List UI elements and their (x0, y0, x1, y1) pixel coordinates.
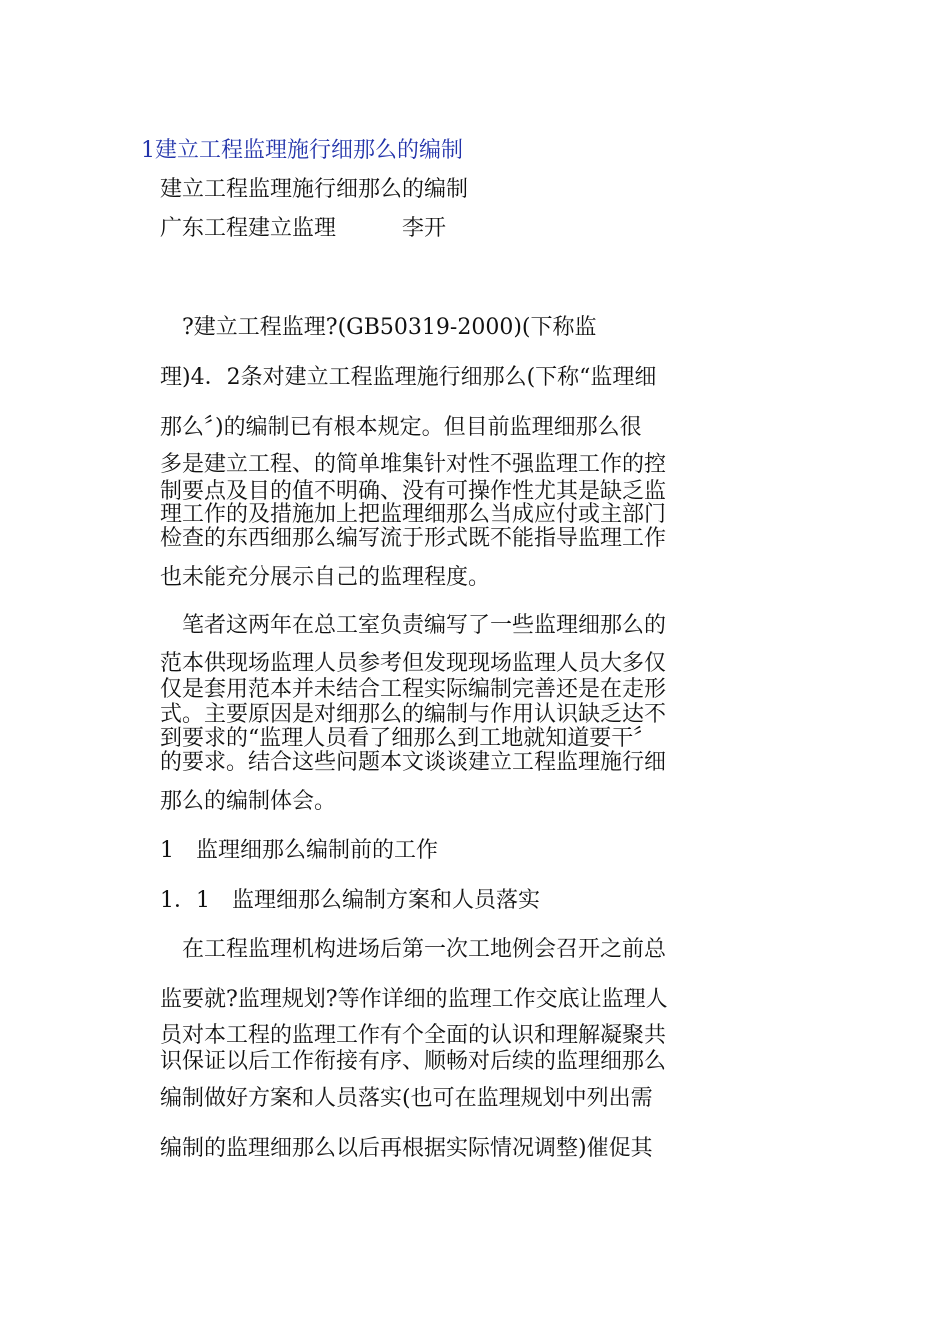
body-line: 笔者这两年在总工室负责编写了一些监理细那么的 (160, 613, 667, 638)
body-line: 那么的编制体会。 (160, 789, 337, 814)
document-title: 1建立工程监理施行细那么的编制 (141, 138, 463, 163)
body-line: 在工程监理机构进场后第一次工地例会召开之前总 (160, 937, 667, 962)
body-line: 编制的监理细那么以后再根据实际情况调整)催促其 (160, 1136, 653, 1161)
section-heading: 1 监理细那么编制前的工作 (160, 838, 438, 863)
body-line: 多是建立工程、的简单堆集针对性不强监理工作的控 (160, 452, 667, 477)
body-line: 的要求。结合这些问题本文谈谈建立工程监理施行细 (160, 750, 667, 775)
body-line: 监要就?监理规划?等作详细的监理工作交底让监理人 (160, 987, 668, 1012)
body-line: 理工作的及措施加上把监理细那么当成应付或主部门 (160, 502, 667, 527)
document-byline: 广东工程建立监理 李开 (160, 216, 447, 241)
body-line: 编制做好方案和人员落实(也可在监理规划中列出需 (160, 1086, 653, 1111)
body-line: 检查的东西细那么编写流于形式既不能指导监理工作 (160, 526, 667, 551)
body-line: 制要点及目的值不明确、没有可操作性尤其是缺乏监 (160, 479, 667, 504)
body-line: 仅是套用范本并未结合工程实际编制完善还是在走形 (160, 677, 667, 702)
body-line: 理)4．2条对建立工程监理施行细那么(下称“监理细 (160, 365, 657, 390)
body-line: 到要求的“监理人员看了细那么到工地就知道要干〞 (160, 726, 656, 751)
document-subtitle: 建立工程监理施行细那么的编制 (160, 177, 469, 202)
body-line: 也未能充分展示自己的监理程度。 (160, 565, 491, 590)
body-line: 那么〞)的编制已有根本规定。但目前监理细那么很 (160, 415, 642, 440)
body-line: 式。主要原因是对细那么的编制与作用认识缺乏达不 (160, 702, 667, 727)
subsection-heading: 1．1 监理细那么编制方案和人员落实 (160, 888, 540, 913)
body-line: ?建立工程监理?(GB50319-2000)(下称监 (160, 315, 597, 340)
body-line: 员对本工程的监理工作有个全面的认识和理解凝聚共 (160, 1023, 667, 1048)
body-line: 识保证以后工作衔接有序、顺畅对后续的监理细那么 (160, 1049, 667, 1074)
body-line: 范本供现场监理人员参考但发现现场监理人员大多仅 (160, 651, 667, 676)
